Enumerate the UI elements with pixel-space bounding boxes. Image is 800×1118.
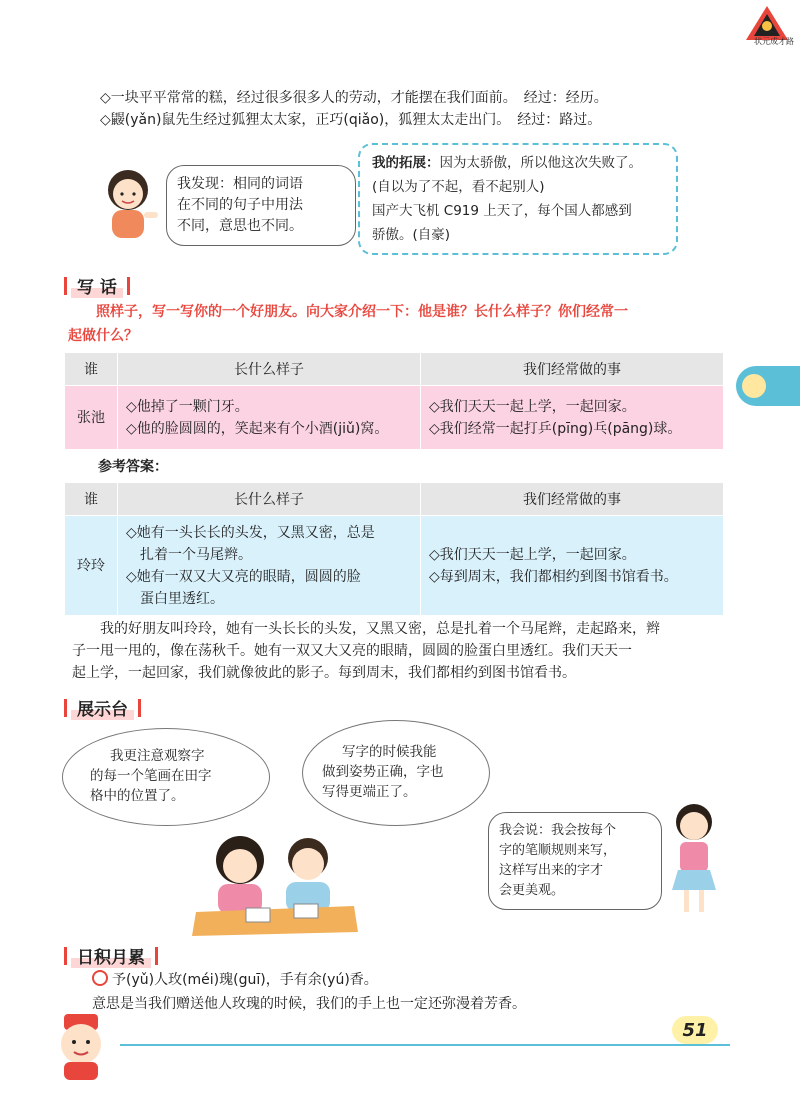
answer-table xyxy=(64,482,724,616)
mascot-icon xyxy=(742,374,766,398)
proverb-meaning: 意思是当我们赠送他人玫瑰的时候，我们的手上也一定还弥漫着芳香。 xyxy=(92,996,526,1012)
paragraph-line: 我的好朋友叫玲玲，她有一头长长的头发，又黑又密，总是扎着一个马尾辫，走起路来，辫 xyxy=(100,621,660,637)
discovery-line: 我发现：相同的词语 xyxy=(177,176,303,192)
bubble-line: 的每一个笔画在田字 xyxy=(90,768,212,784)
section-header-showcase xyxy=(64,695,141,720)
girl-avatar xyxy=(94,164,164,244)
header-activities: 我们经常做的事 xyxy=(421,353,724,386)
cell-line: ◇我们天天一起上学，一起回家。 xyxy=(429,546,636,563)
cell-activities xyxy=(421,386,724,450)
cell-line: 扎着一个马尾辫。 xyxy=(140,546,252,563)
discovery-line: 不同，意思也不同。 xyxy=(177,218,303,234)
bubble-line: 写字的时候我能 xyxy=(342,744,437,760)
section-title: 展示台 xyxy=(71,695,134,720)
header-looks: 长什么样子 xyxy=(118,353,421,386)
example-sentence-2: ◇鼹(yǎn)鼠先生经过狐狸太太家，正巧(qiǎo)，狐狸太太走出门。 经过：路过。 xyxy=(100,112,602,128)
bubble-line: 会更美观。 xyxy=(499,883,565,898)
bubble-line: 写得更端正了。 xyxy=(322,784,417,800)
header-who: 谁 xyxy=(65,483,118,516)
cell-line: ◇他的脸圆圆的，笑起来有个小酒(jiǔ)窝。 xyxy=(126,420,389,437)
table-row xyxy=(65,516,724,616)
extension-box xyxy=(358,143,678,255)
section-header-accumulate xyxy=(64,943,158,968)
proverb-line xyxy=(92,970,378,990)
cell-line: ◇我们经常一起打乒(pīng)乓(pāng)球。 xyxy=(429,420,682,437)
example-table xyxy=(64,352,724,450)
extension-line: 国产大飞机 C919 上天了，每个国人都感到 xyxy=(372,203,632,219)
section-title: 日积月累 xyxy=(71,943,151,968)
kids-writing-illustration xyxy=(190,828,360,936)
bubble-line: 做到姿势正确，字也 xyxy=(322,764,444,780)
cell-looks xyxy=(118,386,421,450)
bubble-line: 这样写出来的字才 xyxy=(499,863,604,878)
cell-line: ◇他掉了一颗门牙。 xyxy=(126,398,249,415)
cell-line: ◇她有一头长长的头发，又黑又密，总是 xyxy=(126,524,375,541)
extension-line: (自以为了不起，看不起别人) xyxy=(372,179,545,195)
cell-who: 玲玲 xyxy=(65,516,118,616)
circle-bullet-icon xyxy=(92,970,108,986)
section-header-writing xyxy=(64,273,130,298)
bubble-line: 我会说：我会按每个 xyxy=(499,823,617,838)
side-tab xyxy=(736,366,800,406)
cell-activities xyxy=(421,516,724,616)
thought-bubble-1-text xyxy=(90,746,212,806)
example-sentence-1: ◇一块平平常常的糕，经过很多很多人的劳动，才能摆在我们面前。 经过：经历。 xyxy=(100,90,608,106)
speech-bubble-3 xyxy=(488,812,662,910)
paragraph-line: 起上学，一起回家，我们就像彼此的影子。每到周末，我们都相约到图书馆看书。 xyxy=(72,665,576,681)
footer-divider xyxy=(120,1044,730,1046)
section-title: 写 话 xyxy=(71,273,123,298)
bubble-line: 我更注意观察字 xyxy=(110,748,205,764)
discovery-line: 在不同的句子中用法 xyxy=(177,197,303,213)
discovery-bubble xyxy=(166,165,356,246)
friend-paragraph xyxy=(72,618,660,684)
header-activities: 我们经常做的事 xyxy=(421,483,724,516)
extension-line: 因为太骄傲，所以他这次失败了。 xyxy=(439,155,642,171)
mascot-illustration xyxy=(44,1010,118,1082)
extension-line: 骄傲。(自豪) xyxy=(372,227,451,243)
writing-prompt-line: 起做什么？ xyxy=(68,328,138,344)
cell-line: ◇她有一双又大又亮的眼睛，圆圆的脸 xyxy=(126,568,361,585)
proverb-text: 予(yǔ)人玫(méi)瑰(guī)，手有余(yú)香。 xyxy=(112,972,378,988)
writing-prompt xyxy=(68,300,628,348)
table-row xyxy=(65,386,724,450)
paragraph-line: 子一甩一甩的，像在荡秋千。她有一双又大又亮的眼睛，圆圆的脸蛋白里透红。我们天天一 xyxy=(72,643,632,659)
page-number: 51 xyxy=(672,1016,718,1044)
bubble-line: 格中的位置了。 xyxy=(90,788,185,804)
cell-line: 蛋白里透红。 xyxy=(140,590,224,607)
cell-line: ◇我们天天一起上学，一起回家。 xyxy=(429,398,636,415)
bubble-line: 字的笔顺规则来写， xyxy=(499,843,617,858)
answer-label: 参考答案： xyxy=(98,459,168,475)
header-looks: 长什么样子 xyxy=(118,483,421,516)
cell-looks xyxy=(118,516,421,616)
cell-line: ◇每到周末，我们都相约到图书馆看书。 xyxy=(429,568,678,585)
thought-bubble-2-text xyxy=(322,742,444,802)
header-who: 谁 xyxy=(65,353,118,386)
extension-title: 我的拓展： xyxy=(372,155,440,171)
publisher-logo-text: 状元成才路 xyxy=(754,37,794,46)
writing-prompt-line: 照样子，写一写你的一个好朋友。向大家介绍一下：他是谁？长什么样子？你们经常一 xyxy=(96,304,628,320)
girl-standing-illustration xyxy=(664,800,724,920)
cell-who: 张池 xyxy=(65,386,118,450)
